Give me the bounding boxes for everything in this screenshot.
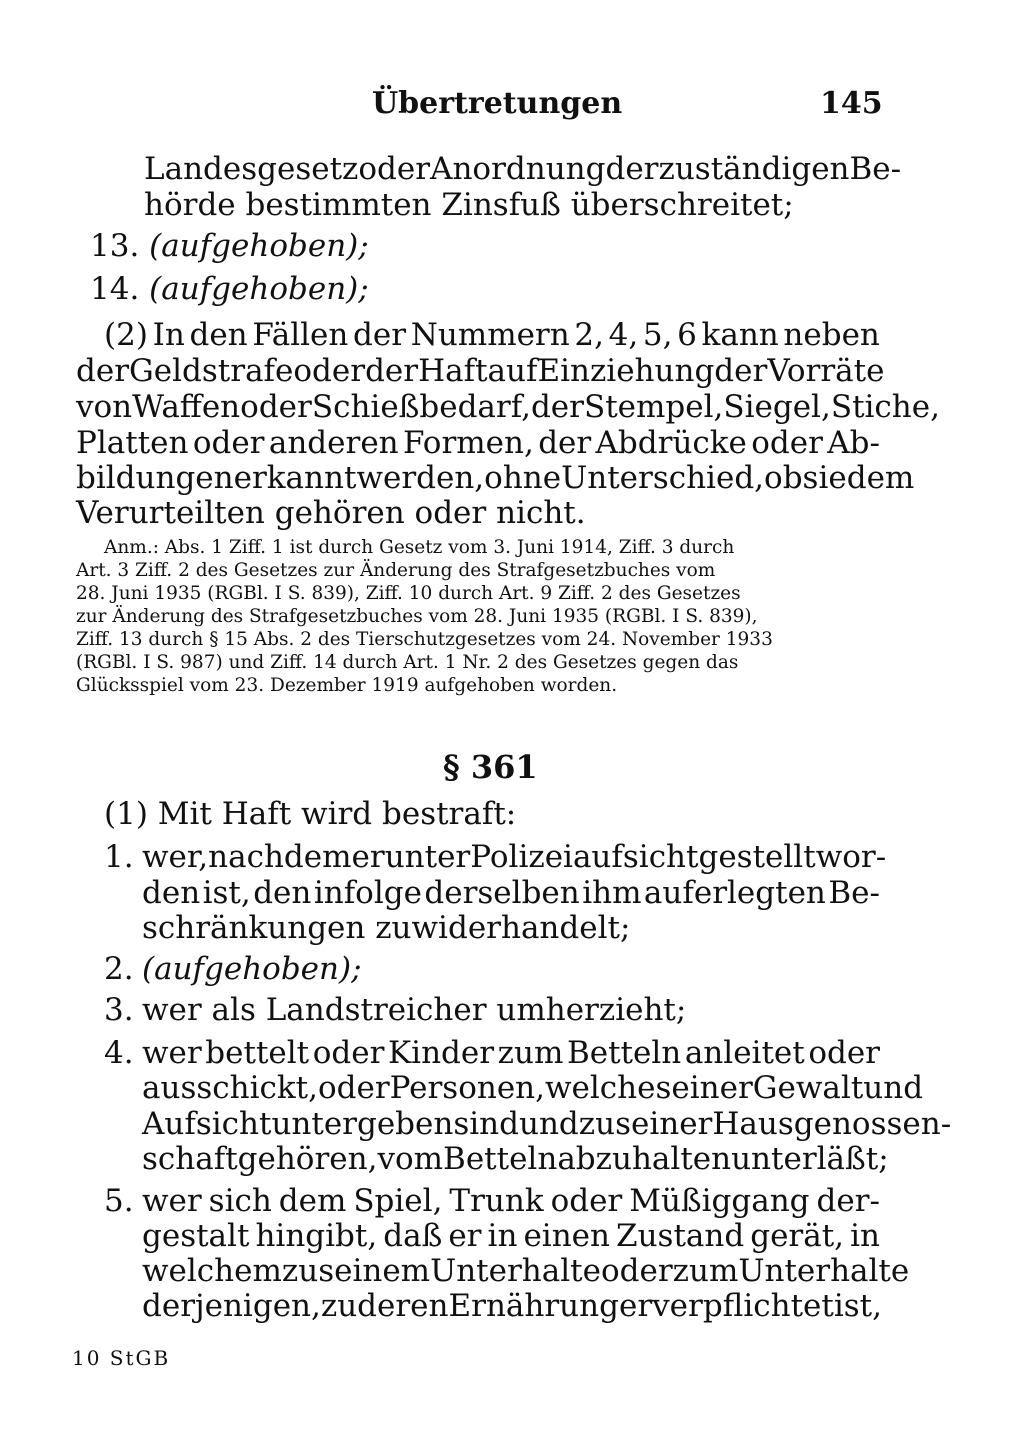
word: erkannt [233,460,357,496]
word: derjenigen, [142,1288,321,1324]
item-number: 14. [90,271,140,307]
word: abzuhalten [557,1141,732,1177]
word: kann [701,317,779,353]
item-number: 13. [90,228,140,264]
word: der- [816,1183,880,1219]
word: er [448,1218,482,1254]
word: dem [278,1183,347,1219]
word: Polizeiaufsicht [470,839,699,875]
list-item-14 [90,272,369,306]
word: Waffen [132,389,241,425]
word: welchem [142,1253,282,1289]
word: Spiel, [353,1183,443,1219]
word: der [538,425,592,461]
word: verpflichtet [652,1288,834,1324]
note-line: 28. Juni 1935 (RGBl. I S. 839), Ziff. 10 durch Art. 9 Ziff. 2 des Gesetzes [76,583,741,604]
word: dem [846,460,915,496]
word: oder [600,1253,673,1289]
word: Haft [418,353,488,389]
text-line [104,318,880,352]
word: untergeben [271,1106,454,1142]
word: Be- [828,875,880,911]
text-line [142,1036,880,1070]
word: Betteln [566,1035,682,1071]
word: Aufsicht [142,1106,272,1142]
word: ist, [202,875,251,911]
text-line: schränkungen zuwiderhandelt; [142,910,631,946]
word: und [518,1106,579,1142]
text-line [76,426,880,460]
word: Personen, [389,1070,545,1106]
word: welche [545,1070,656,1106]
word: Betteln [443,1141,558,1177]
word: oder [312,1035,385,1071]
word: Zustand [616,1218,745,1254]
note-line: Anm.: Abs. 1 Ziff. 1 ist durch Gesetz vom 3. Juni 1914, Ziff. 3 durch [104,537,735,558]
word: unter [384,839,471,875]
item-number: 2. [104,951,134,987]
word: ob [764,460,803,496]
text-line [76,460,915,496]
word: wer, [142,839,209,875]
word: er [351,839,385,875]
word: von [76,389,133,425]
word: der [365,353,419,389]
word: sich [208,1183,272,1219]
word: 6 [677,317,697,353]
word: werden, [356,460,485,496]
word: und [863,1070,924,1106]
word: Be- [849,151,902,187]
word: Anordnung [430,151,606,187]
text-line: wer als Landstreicher umherzieht; [142,992,687,1028]
word: wer [142,1183,202,1219]
item-text: (aufgehoben); [149,271,369,307]
section-intro: (1) Mit Haft wird bestraft: [104,796,517,832]
item-text: (aufgehoben); [149,228,369,264]
word: der [530,389,584,425]
word: infolge [313,875,422,911]
item-number: 5. [104,1183,134,1219]
text-line [142,1289,880,1323]
word: oder [751,425,823,461]
word: Geldstrafe [129,353,294,389]
word: einen [523,1218,610,1254]
text-line [76,353,885,389]
word: (2) [104,317,148,353]
word: 4, [608,317,639,353]
word: Ab- [827,425,880,461]
word: vom [377,1141,444,1177]
list-item-13 [90,229,369,263]
word: er [618,1288,653,1324]
word: Unterhalte [430,1253,601,1289]
word: Fällen [252,317,349,353]
word: zum [497,1035,564,1071]
word: Abdrücke [595,425,747,461]
word: der [353,317,407,353]
word: nachdem [208,839,352,875]
word: oder [550,1183,623,1219]
word: zuständigen [658,151,850,187]
word: neben [783,317,880,353]
word: gestellt [698,839,816,875]
word: anderen [268,425,399,461]
word: Kinder [388,1035,495,1071]
word: seiner [615,1106,713,1142]
word: oder [293,353,366,389]
word: der [714,353,768,389]
word: den [253,875,312,911]
word: anleitet [684,1035,805,1071]
word: Müßiggang [629,1183,810,1219]
note-line: Art. 3 Ziff. 2 des Gesetzes zur Änderung des Strafgesetzbuches vom [76,560,716,581]
word: sie [802,460,847,496]
text-line [76,389,940,425]
word: gehören, [237,1141,378,1177]
word: Nummern [410,317,570,353]
header-title: Übertretungen [372,86,623,121]
word: derselben [424,875,580,911]
word: Stiche, [830,389,940,425]
word: gerät, [750,1218,845,1254]
text-line [142,1253,910,1289]
word: den [189,317,248,353]
word: In [152,317,185,353]
note-line: Glücksspiel vom 23. Dezember 1919 aufgehoben worden. [76,675,618,696]
word: oder [358,151,431,187]
word: daß [383,1218,443,1254]
word: ihm [582,875,642,911]
word: Gewalt [752,1070,864,1106]
word: wor- [815,839,887,875]
text-line [142,1184,880,1218]
word: hingibt, [255,1218,378,1254]
word: Unterhalte [738,1253,910,1289]
page-number: 145 [820,86,883,121]
word: ohne [484,460,562,496]
word: ist, [833,1288,882,1324]
word: Hausgenossen- [712,1106,952,1142]
footer-signature: 10 StGB [72,1346,171,1370]
word: 5, [642,317,673,353]
word: zu [320,1288,358,1324]
word: seiner [655,1070,753,1106]
word: oder [192,425,265,461]
word: Stempel, [583,389,724,425]
word: Formen, [402,425,534,461]
word: zu [281,1253,319,1289]
word: Siegel, [723,389,831,425]
word: auf [487,353,538,389]
note-line: (RGBl. I S. 987) und Ziff. 14 durch Art. 1 Nr. 2 des Gesetzes gegen das [76,652,739,673]
text-line [142,1141,889,1177]
word: Landesgesetz [144,151,359,187]
word: Vorräte [767,353,885,389]
word: der [605,151,659,187]
word: wer [142,1035,202,1071]
item-number: 3. [104,992,134,1028]
word: oder [240,389,312,425]
word: unterläßt; [731,1141,889,1177]
text-line [142,1070,924,1106]
word: gestalt [142,1218,250,1254]
text-line [142,1219,880,1253]
word: oder [808,1035,880,1071]
text-line [144,151,902,187]
word: ausschickt, [142,1070,318,1106]
section-heading: § 361 [443,748,538,786]
word: Platten [76,425,189,461]
word: zum [672,1253,739,1289]
word: seinem [318,1253,431,1289]
word: Trunk [449,1183,544,1219]
word: Ernährung [448,1288,619,1324]
text-line: hörde bestimmten Zinsfuß überschreitet; [144,187,794,223]
word: sind [453,1106,519,1142]
text-line: (aufgehoben); [142,951,362,987]
word: Einziehung [537,353,715,389]
word: 2, [574,317,604,353]
word: bildungen [76,460,234,496]
item-number: 1. [104,839,134,875]
text-line [142,876,880,910]
word: oder [317,1070,390,1106]
word: auferlegten [643,875,826,911]
word: schaft [142,1141,238,1177]
word: bettelt [205,1035,310,1071]
note-line: Ziff. 13 durch § 15 Abs. 2 des Tierschutzgesetzes vom 24. November 1933 [76,629,773,650]
text-line [142,1106,952,1142]
word: zu [578,1106,616,1142]
word: in [850,1218,880,1254]
word: Unterschied, [561,460,765,496]
word: den [142,875,201,911]
word: Schießbedarf, [311,389,531,425]
text-line [142,839,887,875]
text-line: Verurteilten gehören oder nicht. [76,495,586,531]
item-number: 4. [104,1035,134,1071]
note-line: zur Änderung des Strafgesetzbuches vom 28. Juni 1935 (RGBl. I S. 839), [76,606,758,627]
word: der [76,353,130,389]
word: in [487,1218,518,1254]
word: deren [357,1288,449,1324]
